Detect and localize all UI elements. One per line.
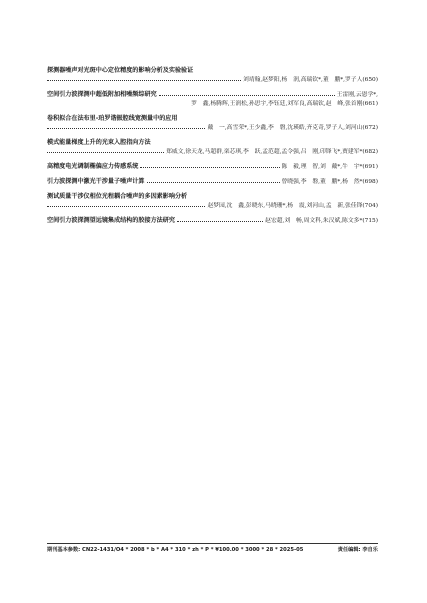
toc-entry-authors: 郑威文,徐天龙,马超群,栾芯琪,李 跃,孟范超,孟令强,吕 刚,印锋飞*,贾建军*(682) <box>166 149 378 155</box>
toc-entry-page: 698 <box>364 179 376 185</box>
toc-entry-page: 691 <box>364 164 376 170</box>
journal-footer <box>47 543 378 553</box>
dot-leader <box>47 147 164 153</box>
toc-entry[interactable] <box>47 162 378 172</box>
toc-entry-row <box>47 147 378 157</box>
toc-entry-page: 704 <box>364 203 376 209</box>
toc-entry-row <box>47 177 378 187</box>
toc-entry-row <box>47 123 378 133</box>
toc-entry-row <box>47 90 378 100</box>
toc-entry[interactable] <box>47 216 378 226</box>
journal-parameters: 期刊基本参数: CN22-1431/O4 * 2008 * b * A4 * 310 * zh * P * ¥100.00 * 3000 * 28 * 2025-05 <box>47 547 304 553</box>
dot-leader <box>177 216 263 222</box>
toc-entry-title[interactable]: 空间引力波探测望远镜集成结构的胶接方法研究 <box>47 217 175 224</box>
toc-entry-page: 650 <box>364 77 376 83</box>
toc-entry[interactable] <box>47 177 378 187</box>
toc-entry[interactable] <box>47 90 378 109</box>
dot-leader <box>147 177 280 183</box>
toc-entry-authors: 刘靖翰,赵梦阳,杨 润,高瑞钦*,董 鹏*,罗子人(650) <box>243 77 378 83</box>
dot-leader <box>47 201 205 207</box>
table-of-contents <box>47 66 378 231</box>
toc-entry-title[interactable]: 高精度电光调制椭偏应力传感系统 <box>47 163 139 170</box>
toc-entry-page: 682 <box>364 149 376 155</box>
toc-entry-authors: 戴 一,高雪荣*,王少鑫,李 磐,沈瑛皓,齐克奇,罗子人,刘河山(672) <box>207 125 378 131</box>
toc-entry-row <box>47 75 378 85</box>
toc-entry-title[interactable]: 引力波探测中激光干涉量子噪声计算 <box>47 178 145 185</box>
toc-entry-title[interactable]: 模式能量梯度上升的光束入腔指向方法 <box>47 139 151 146</box>
responsible-editor: 责任编辑: 李自乐 <box>337 547 378 553</box>
dot-leader <box>47 75 241 81</box>
toc-entry-authors: 陈 毅,理 智,刘 戴*,牛 宇*(691) <box>281 164 378 170</box>
toc-entry[interactable] <box>47 138 378 157</box>
toc-entry-row <box>47 216 378 226</box>
toc-entry[interactable] <box>47 192 378 211</box>
toc-entry-row <box>47 162 378 172</box>
dot-leader <box>159 90 335 96</box>
toc-entry-title[interactable]: 探测器噪声对光斑中心定位精度的影响分析及实验验证 <box>47 67 194 74</box>
toc-entry-title[interactable]: 空间引力波探测中超低附加相噪频综研究 <box>47 91 157 98</box>
toc-entry-page: 715 <box>364 218 376 224</box>
toc-entry-authors: 赵宏超,刘 畅,周文科,朱汉斌,陈文多*(715) <box>265 218 378 224</box>
toc-entry-row <box>47 201 378 211</box>
toc-entry-authors: 赵梦园,沈 鑫,彭晓东,马晓珊*,杨 震,刘河山,孟 新,张佳锋(704) <box>207 203 378 209</box>
toc-entry-page: 661 <box>364 101 376 107</box>
toc-entry-page: 672 <box>364 125 376 131</box>
dot-leader <box>47 123 205 129</box>
dot-leader <box>140 162 279 168</box>
toc-entry-authors: 曾晓强,李 磐,董 鹏*,杨 然*(698) <box>281 179 378 185</box>
toc-entry-title[interactable]: 卷积拟合在法布里-珀罗谐振腔线宽测量中的应用 <box>47 115 178 122</box>
toc-entry[interactable] <box>47 114 378 133</box>
toc-entry-title[interactable]: 测试质量干涉仪相位光程耦合噪声的多因素影响分析 <box>47 193 188 200</box>
toc-entry-authors-continued: 罗 鑫,杨腾辉,王润松,孙思宇,李钰廷,刘军良,高瑞钦,赵 峰,张首刚(661) <box>191 101 378 107</box>
toc-entry[interactable] <box>47 66 378 85</box>
toc-entry-authors: 王雷刚,云恩学*, <box>336 92 378 98</box>
